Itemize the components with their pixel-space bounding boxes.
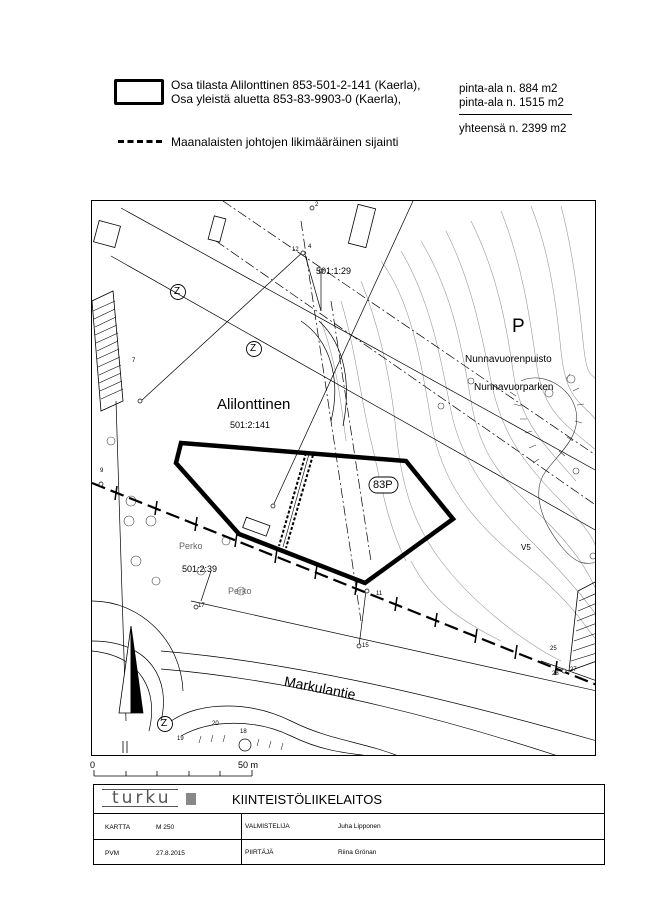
tb-col-divider	[241, 813, 242, 864]
label-alilonttinen: Alilonttinen	[217, 396, 291, 413]
label-n19: 19	[177, 736, 184, 742]
turku-crest-icon	[186, 793, 196, 805]
scale-bar	[90, 758, 270, 782]
point-markers	[99, 206, 566, 751]
legend-cables: Maanalaisten johtojen likimääräinen sijainti	[171, 135, 399, 149]
hill-hatching	[510, 374, 596, 563]
label-perko-1: Perko	[179, 541, 203, 551]
hatched-strip-right	[569, 581, 596, 671]
tb-pvm-label: PVM	[105, 850, 120, 857]
tb-piirtaja-value: Riina Grönan	[338, 849, 377, 856]
label-park-sv: Nunnavuorparken	[474, 382, 554, 393]
parcel-cable-center	[283, 454, 309, 547]
label-n25: 25	[550, 646, 557, 652]
tb-row-divider-2	[94, 839, 604, 840]
legend-cable-symbol	[118, 140, 162, 143]
label-n9: 9	[100, 468, 104, 474]
tb-piirtaja-label: PIIRTÄJÄ	[245, 849, 274, 856]
label-n2: 2	[315, 202, 319, 208]
legend-parcel-line1: Osa tilasta Alilonttinen 853-501-2-141 (Kaerla),	[171, 78, 421, 92]
label-z-1: Z	[174, 286, 181, 297]
label-n27: 27	[570, 667, 577, 673]
label-v5: V5	[521, 543, 531, 552]
label-n4: 4	[308, 244, 312, 250]
cable-route	[92, 483, 596, 685]
legend-area1: pinta-ala n. 884 m2	[459, 83, 558, 95]
label-n18: 18	[240, 729, 247, 735]
legend-total-divider	[459, 114, 572, 115]
label-parcel-501-2-141: 501:2:141	[230, 420, 271, 430]
map-frame	[91, 200, 596, 756]
label-p: P	[512, 316, 525, 337]
scale-zero: 0	[90, 760, 96, 770]
label-n17: 17	[198, 603, 205, 609]
markulantie-edges	[161, 651, 596, 756]
turku-logo-text: turku	[102, 789, 178, 807]
label-perko-2: Perko	[228, 586, 252, 596]
tb-valmistelija-value: Juha Lipponen	[338, 823, 381, 830]
title-block	[93, 784, 605, 865]
label-n12: 12	[292, 247, 299, 253]
label-parcel-501-1-29: 501:1:29	[316, 266, 352, 276]
label-markulantie: Markulantie	[282, 673, 358, 703]
legend-area2: pinta-ala n. 1515 m2	[459, 97, 564, 109]
contour-lines	[321, 206, 596, 661]
tb-valmistelija-label: VALMISTELIJA	[245, 823, 290, 830]
map-drawing	[92, 201, 596, 756]
tb-row-divider-1	[94, 813, 604, 814]
tb-pvm-value: 27.8.2015	[156, 850, 185, 857]
label-n15: 15	[362, 643, 369, 649]
tb-kartta-value: M 250	[156, 824, 175, 831]
scale-ticks	[90, 758, 270, 782]
label-n7: 7	[132, 358, 136, 364]
tb-department: KIINTEISTÖLIIKELAITOS	[232, 792, 383, 807]
hatched-strip-left	[92, 291, 123, 411]
label-parcel-501-2-39: 501:2:39	[182, 564, 218, 574]
legend-total: yhteensä n. 2399 m2	[459, 123, 567, 135]
z-circles	[158, 285, 262, 732]
label-z-2: Z	[250, 343, 257, 354]
label-n28: 28	[552, 671, 559, 677]
label-n11: 11	[376, 591, 383, 597]
legend	[0, 0, 650, 160]
boundary-lines	[111, 201, 596, 721]
label-z-3: Z	[161, 718, 168, 729]
tb-kartta-label: KARTTA	[105, 824, 131, 831]
label-83p: 83P	[373, 479, 393, 491]
legend-parcel-symbol	[114, 79, 164, 105]
scale-fifty: 50 m	[238, 760, 259, 770]
turku-logo	[102, 789, 196, 809]
legend-parcel-line2: Osa yleistä aluetta 853-83-9903-0 (Kaerla),	[171, 92, 402, 106]
label-n20: 20	[212, 721, 219, 727]
label-park-fi: Nunnavuorenpuisto	[465, 354, 552, 365]
